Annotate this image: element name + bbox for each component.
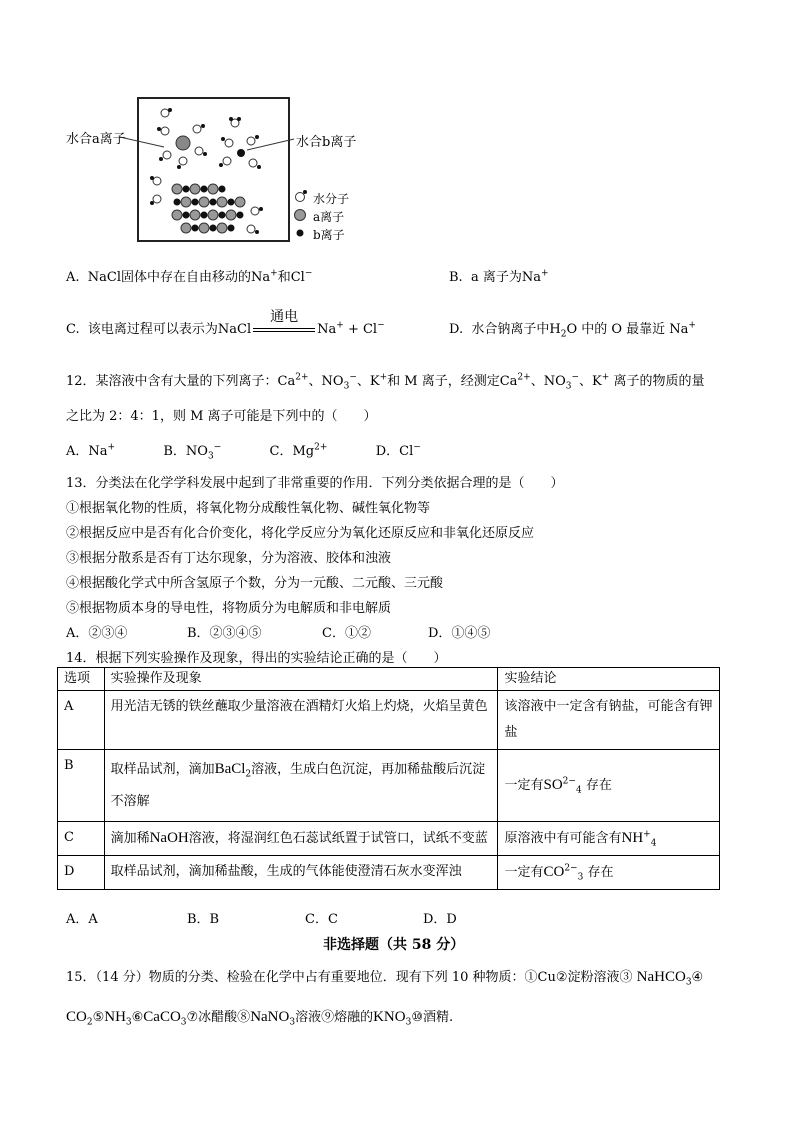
table-cell: 取样品试剂，滴加稀盐酸，生成的气体能使澄清石灰水变浑浊 <box>104 856 498 890</box>
hydration-diagram <box>137 97 290 242</box>
superscript: + <box>540 268 549 279</box>
leader-lines <box>120 125 320 165</box>
formula: NaHCO <box>636 969 686 985</box>
q15-text: 15．（14 分）物质的分类、检验在化学中占有重要地位．现有下列 10 种物质：①Cu②淀粉溶液③ <box>66 970 637 985</box>
q14-stem: 14．根据下列实验操作及现象，得出的实验结论正确的是（ ） <box>66 651 447 666</box>
cell-text: 溶液，将湿润红色石蕊试纸置于试管口，试纸不变蓝 <box>188 831 488 846</box>
superscript: 2− <box>562 776 576 787</box>
table-cell: B <box>58 750 105 822</box>
superscript: + <box>379 372 388 383</box>
cell-text: 取样品试剂，滴加 <box>110 762 215 777</box>
superscript: 2− <box>564 863 578 874</box>
superscript: − <box>377 320 385 331</box>
subscript: 2 <box>245 769 252 780</box>
option-letter: B． <box>163 444 186 459</box>
electrolysis-arrow <box>251 309 317 337</box>
q12-text: 、K <box>356 374 380 389</box>
subscript: 3 <box>343 381 350 392</box>
table-cell: D <box>58 856 105 890</box>
ion: Na <box>88 444 108 459</box>
superscript: + <box>688 320 696 331</box>
superscript: + <box>270 268 278 279</box>
option-text: a 离子为Na <box>470 270 541 285</box>
option-text: 和Cl <box>277 270 305 285</box>
table-cell: 用光洁无锈的铁丝蘸取少量溶液在酒精灯火焰上灼烧，火焰呈黄色 <box>104 691 498 750</box>
option-letter: C． <box>269 444 293 459</box>
ion: NO <box>321 374 344 389</box>
option-text: NaCl固体中存在自由移动的Na <box>87 270 271 285</box>
q15-stem-line1 <box>66 966 703 986</box>
q15-text: ⑥ <box>131 1010 144 1025</box>
superscript: − <box>413 442 421 453</box>
q12-text: 、K <box>579 374 602 389</box>
legend-a-label: a离子 <box>313 210 345 224</box>
q13-item: ②根据反应中是否有化合价变化，将化学反应分为氧化还原反应和非氧化还原反应 <box>66 526 535 541</box>
table-header: 实验操作及现象 <box>104 668 498 691</box>
hydration-svg <box>139 99 288 240</box>
cell-text: 原溶液中有可能含有 <box>504 831 622 846</box>
option-letter: D. <box>449 322 464 337</box>
q13-option-b: B．②③④⑤ <box>187 626 262 641</box>
q15-text: ⑩酒精. <box>411 1010 454 1025</box>
cell-text: 溶液，生成白色沉淀，再加稀盐酸后沉淀不溶解 <box>110 762 486 809</box>
ion: NO <box>185 444 208 459</box>
subscript: 3 <box>207 451 214 462</box>
q14-option-d: D．D <box>423 912 457 927</box>
subscript: 2 <box>86 1017 93 1028</box>
arrow-condition: 通电 <box>270 309 299 325</box>
subscript: 2 <box>560 329 567 340</box>
ion: NO <box>543 374 566 389</box>
table-header: 实验结论 <box>498 668 720 691</box>
superscript: + <box>601 372 610 383</box>
subscript: 3 <box>405 1017 412 1028</box>
table-row <box>58 856 720 890</box>
legend-b-label: b离子 <box>313 228 345 242</box>
formula: NaNO <box>250 1009 290 1025</box>
subscript: 4 <box>650 838 657 849</box>
cell-text: 存在 <box>583 865 614 880</box>
q11-option-b <box>449 266 549 285</box>
q12-stem-line2: 之比为 2：4：1，则 M 离子可能是下列中的（ ） <box>66 409 377 424</box>
q15-text: ⑤ <box>92 1010 105 1025</box>
q15-stem-line2 <box>66 1006 453 1026</box>
q13-item: ④根据酸化学式中所含氢原子个数，分为一元酸、二元酸、三元酸 <box>66 576 444 591</box>
q15-text: ⑦冰醋酸⑧ <box>186 1010 251 1025</box>
table-cell <box>498 856 720 890</box>
q11-option-d <box>449 318 696 340</box>
option-text: O 中的 O 最靠近 Na <box>566 322 689 337</box>
separator: 、 <box>308 374 322 389</box>
formula: CO <box>543 864 565 880</box>
cell-text: 滴加稀 <box>110 831 150 846</box>
table-row <box>58 750 720 822</box>
option-letter: B. <box>449 270 463 285</box>
cell-text: 一定有 <box>504 778 544 793</box>
q13-item: ⑤根据物质本身的导电性，将物质分为电解质和非电解质 <box>66 601 392 616</box>
formula: CaCO <box>143 1009 181 1025</box>
legend-water-label: 水分子 <box>313 192 350 206</box>
experiment-table <box>57 667 720 890</box>
q15-text: 溶液⑨熔融的 <box>295 1010 374 1025</box>
table-row <box>58 691 720 750</box>
q13-item: ③根据分散系是否有丁达尔现象，分为溶液、胶体和浊液 <box>66 551 392 566</box>
q15-text: ④ <box>691 970 704 985</box>
subscript: 3 <box>180 1017 187 1028</box>
table-cell <box>104 822 498 856</box>
superscript: − <box>304 268 313 279</box>
q13-option-d: D．①④⑤ <box>428 626 491 641</box>
superscript: 2+ <box>295 372 309 383</box>
superscript: 2+ <box>517 372 531 383</box>
q14-option-a: A．A <box>66 912 98 927</box>
section-heading: 非选择题（共 58 分） <box>323 937 465 953</box>
q13-option-a: A．②③④ <box>66 626 128 641</box>
table-cell <box>104 750 498 822</box>
superscript: − <box>213 442 222 453</box>
cell-text: 存在 <box>581 778 612 793</box>
option-text: Na <box>317 322 337 337</box>
q12-text: 和 M 离子，经测定Ca <box>387 374 518 389</box>
option-letter: A． <box>66 444 89 459</box>
legend-symbols <box>294 188 310 240</box>
table-header-row <box>58 668 720 691</box>
formula: KNO <box>373 1009 406 1025</box>
subscript: 3 <box>289 1017 296 1028</box>
label-hydrated-b: 水合b离子 <box>296 135 357 150</box>
subscript: 3 <box>565 381 572 392</box>
q12-text: 离子的物质的量 <box>613 374 705 389</box>
formula: CO <box>66 1009 87 1025</box>
option-letter: A. <box>66 270 80 285</box>
ion: Cl <box>399 444 414 459</box>
ion: Mg <box>292 444 315 459</box>
subscript: 3 <box>577 872 584 883</box>
table-cell <box>498 750 720 822</box>
table-cell: C <box>58 822 105 856</box>
option-text: 该电离过程可以表示为NaCl <box>87 322 252 337</box>
table-cell: A <box>58 691 105 750</box>
subscript: 3 <box>125 1017 132 1028</box>
formula: SO <box>543 777 563 793</box>
q12-text: 12．某溶液中含有大量的下列离子：Ca <box>66 374 296 389</box>
option-letter: D． <box>375 444 400 459</box>
q13-item: ①根据氧化物的性质，将氧化物分成酸性氧化物、碱性氧化物等 <box>66 501 431 516</box>
q14-option-b: B．B <box>187 912 220 927</box>
superscript: + <box>643 829 651 840</box>
q12-stem-line1 <box>66 370 705 392</box>
formula: NaOH <box>149 830 189 846</box>
table-row <box>58 822 720 856</box>
subscript: 3 <box>685 977 692 988</box>
q12-options <box>66 440 421 462</box>
q13-option-c: C．①② <box>322 626 371 641</box>
q13-stem: 13．分类法在化学学科发展中起到了非常重要的作用．下列分类依据合理的是（ ） <box>66 476 564 491</box>
formula: NH <box>104 1009 126 1025</box>
superscript: + <box>107 442 116 453</box>
separator: 、 <box>530 374 544 389</box>
formula: NH <box>621 830 644 846</box>
table-cell: 该溶液中一定含有钠盐，可能含有钾盐 <box>498 691 720 750</box>
option-text: 水合钠离子中H <box>471 322 561 337</box>
q11-option-a <box>66 266 312 285</box>
subscript: 4 <box>575 785 582 796</box>
superscript: − <box>571 372 580 383</box>
q14-option-c: C．C <box>305 912 338 927</box>
formula: BaCl <box>214 761 246 777</box>
cell-text: 一定有 <box>504 865 544 880</box>
table-header: 选项 <box>58 668 105 691</box>
superscript: 2+ <box>314 442 328 453</box>
superscript: − <box>349 372 357 383</box>
superscript: + <box>336 320 344 331</box>
table-cell <box>498 822 720 856</box>
option-letter: C. <box>66 322 80 337</box>
option-text: + Cl <box>343 322 378 337</box>
q11-option-c <box>66 309 385 337</box>
label-hydrated-a: 水合a离子 <box>66 132 126 147</box>
